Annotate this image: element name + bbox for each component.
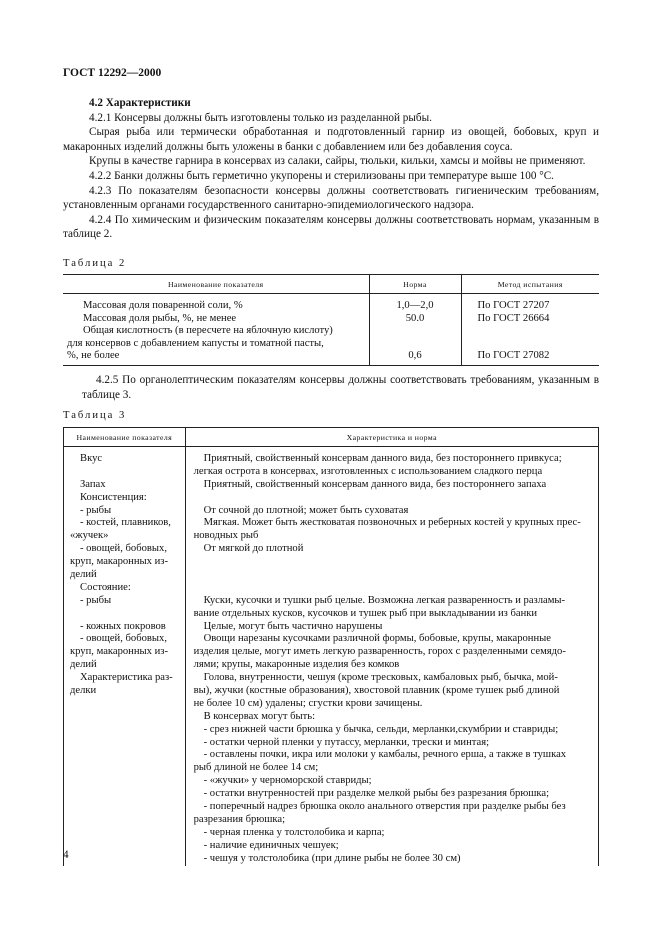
table3-characteristic-line: [194, 582, 596, 595]
table2-row-acid-line2: для консервов с добавлением капусты и томатной пасты,: [67, 337, 324, 349]
table3: [63, 427, 599, 866]
table3-characteristic-line: Куски, кусочки и тушки рыб целые. Возможна легкая разваренность и разламы-: [203, 594, 566, 606]
paragraph-4-2-4: 4.2.4 По химическим и физическим показателям консервы должны соответствовать нормам, указанным в таблице 2.: [63, 213, 599, 241]
table3-characteristic-line: - срез нижней части брюшка у бычка, сельди, мерланки,скумбрии и ставриды;: [203, 723, 559, 735]
paragraph-groats: Крупы в качестве гарнира в консервах из салаки, сайры, тюльки, кильки, хамсы и мойвы не применяют.: [89, 155, 586, 168]
table3-characteristic-line: вы), жучки (костные образования), хвостовой плавник (кроме тушек рыб длиной: [193, 685, 560, 697]
table3-characteristic-line: разрезания брюшка;: [193, 813, 286, 825]
table2-method-cell: [461, 294, 599, 366]
table3-characteristic-line: От мягкой до плотной: [203, 543, 304, 555]
table3-characteristic-line: - оставлены почки, икра или молоки у камбалы, речного ерша, а также в тушках: [203, 749, 567, 761]
table2-header-method: Метод испытания: [497, 280, 563, 289]
table3-indicator-line: Запах: [80, 478, 106, 490]
table3-indicator-line: - рыбы: [80, 504, 112, 516]
paragraph-4-2-2: 4.2.2 Банки должны быть герметично укупорены и стерилизованы при температуре выше 100 °С.: [89, 169, 554, 182]
table2-row-acid-line3: %, не более: [67, 350, 120, 362]
table3-indicator-line: Состояние:: [80, 581, 131, 593]
table3-characteristic-line: вание отдельных кусков, кусочков и тушек рыб при выкладывании из банки: [193, 607, 538, 619]
paragraph-4-2-5: 4.2.5 По органолептическим показателям консервы должны соответствовать требованиям, указанным в таблице 3.: [82, 374, 599, 401]
table3-characteristic-line: лями; крупы, макаронные изделия без комков: [193, 659, 400, 671]
table3-characteristic-line: [194, 569, 596, 582]
table3-characteristic-line: новодных рыб: [193, 530, 259, 542]
page-number: 4: [63, 849, 69, 861]
table2-method-fish: По ГОСТ 26664: [477, 312, 550, 324]
table3-characteristic-line: - поперечный надрез брюшка около анального отверстия при разделке рыбы без: [203, 801, 566, 813]
paragraph-raw-fish: Сырая рыба или термически обработанная и подготовленный гарнир из овощей, бобовых, круп и макаронных изделий должны быть уложены в банки с добавлением или без добавления соуса.: [63, 126, 599, 153]
table3-indicator-line: Консистенция:: [80, 491, 147, 503]
table3-header-characteristic: Характеристика и норма: [346, 433, 437, 442]
table3-indicator-line: Характеристика раз-: [80, 672, 173, 684]
table2-norm-salt: 1,0—2,0: [396, 300, 434, 311]
table3-characteristic-line: [194, 492, 596, 505]
table2-name-cell: [63, 294, 369, 366]
table3-characteristic-line: Приятный, свойственный консервам данного вида, без постороннего запаха: [203, 478, 547, 490]
table3-indicator-line: делий: [70, 569, 97, 581]
table3-characteristic-line: - наличие единичных чешуек;: [203, 839, 339, 851]
table3-characteristic-line: От сочной до плотной; может быть суховатая: [203, 504, 409, 516]
table3-right-column: [185, 447, 598, 866]
table3-characteristic-line: рыб длиной не более 14 см;: [193, 762, 319, 774]
section-text: [63, 96, 599, 242]
table2-header-norm: Норма: [369, 275, 461, 294]
table3-indicator-line: [70, 608, 183, 621]
table3-indicator-line: делий: [70, 659, 97, 671]
table3-characteristic-line: легкая острота в консервах, изготовленных с использованием сладкого перца: [193, 465, 543, 477]
paragraph-4-2-1: 4.2.1 Консервы должны быть изготовлены только из разделанной рыбы.: [89, 111, 432, 124]
table3-characteristic-line: Овощи нарезаны кусочками различной формы, бобовые, крупы, макаронные: [203, 633, 551, 645]
table3-characteristic-line: Целые, могут быть частично нарушены: [203, 620, 383, 632]
table3-characteristic-line: изделия целые, могут иметь легкую разваренность, горох с разделенными семядо-: [193, 646, 566, 658]
table3-header-name: Наименование показателя: [64, 428, 186, 447]
table3-caption: Таблица 3: [63, 410, 127, 421]
table2-norm-fish: 50.0: [405, 312, 425, 324]
table3-indicator-line: - костей, плавников,: [80, 517, 171, 529]
table3-characteristic-line: не более 10 см) удалены; сгустки крови зачищены.: [193, 697, 423, 709]
table3-indicator-line: - кожных покровов: [80, 620, 166, 632]
table3-characteristic-line: - «жучки» у черноморской ставриды;: [203, 775, 372, 787]
table3-characteristic-line: Приятный, свойственный консервам данного вида, без постороннего привкуса;: [203, 453, 562, 464]
table2-method-acid: По ГОСТ 27082: [477, 350, 550, 362]
table2-method-salt: По ГОСТ 27207: [477, 300, 550, 311]
table2-norm-cell: [369, 294, 461, 366]
table3-indicator-line: - овощей, бобовых,: [80, 543, 167, 555]
table3-characteristic-line: - черная пленка у толстолобика и карпа;: [203, 826, 385, 838]
table3-characteristic-line: - чешуя у толстолобика (при длине рыбы не более 30 см): [203, 852, 461, 864]
table3-indicator-line: круп, макаронных из-: [70, 646, 168, 658]
table3-indicator-line: делки: [70, 685, 97, 697]
table3-indicator-line: - овощей, бобовых,: [80, 633, 167, 645]
table3-characteristic-line: - остатки черной пленки у путассу, мерланки, трески и минтая;: [203, 736, 490, 748]
table3-characteristic-line: В консервах могут быть:: [203, 710, 316, 722]
table3-indicator-line: - рыбы: [80, 594, 112, 606]
table2-caption: Таблица 2: [63, 258, 127, 269]
table3-characteristic-line: Голова, внутренности, чешуя (кроме тресковых, камбаловых рыб, бычка, мой-: [203, 672, 558, 684]
table2-header-name: Наименование показателя: [63, 275, 369, 294]
table2: [63, 274, 599, 366]
paragraph-4-2-3: 4.2.3 По показателям безопасности консервы должны соответствовать гигиеническим требованиям, установленным органами государственного санитарно-эпидемиологического надзора.: [63, 184, 599, 212]
table3-characteristic-line: [194, 556, 596, 569]
section-heading: 4.2 Характеристики: [89, 97, 191, 109]
table3-indicator-line: «жучек»: [70, 530, 109, 542]
table2-row-acid-line1: Общая кислотность (в пересчете на яблочную кислоту): [83, 325, 333, 337]
table2-norm-acid: 0,6: [408, 350, 422, 362]
table2-row-fish: Массовая доля рыбы, %, не менее: [83, 312, 237, 324]
table3-characteristic-line: - остатки внутренностей при разделке мелкой рыбы без разрезания брюшка;: [203, 788, 550, 800]
standard-header: ГОСТ 12292—2000: [63, 67, 162, 79]
table2-row-salt: Массовая доля поваренной соли, %: [83, 300, 243, 311]
table3-characteristic-line: Мягкая. Может быть жестковатая позвоночных и реберных костей у крупных прес-: [203, 517, 581, 529]
table3-left-column: [64, 447, 186, 866]
table3-indicator-line: [70, 466, 183, 479]
table3-indicator-line: Вкус: [80, 453, 103, 464]
table3-indicator-line: круп, макаронных из-: [70, 556, 168, 568]
